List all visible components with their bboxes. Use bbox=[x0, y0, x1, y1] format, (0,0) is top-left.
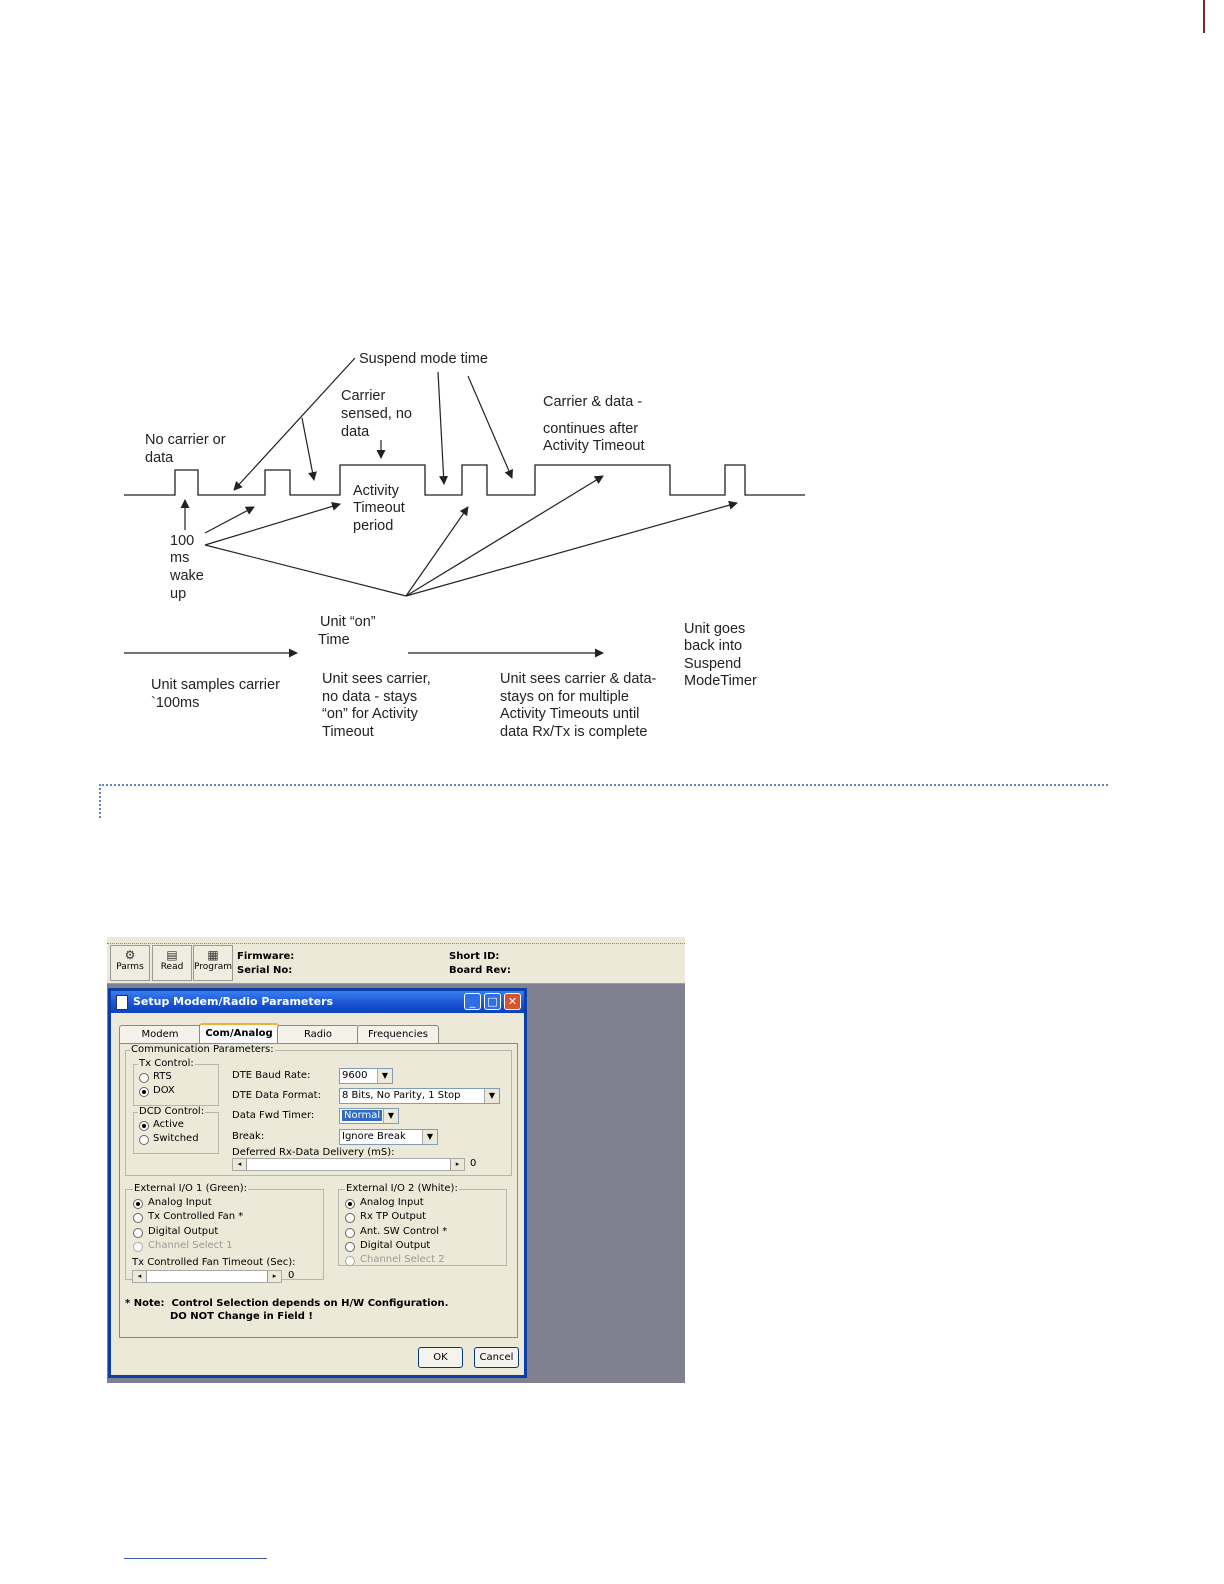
label-samples-2: `100ms bbox=[151, 695, 200, 711]
label-wake-4: up bbox=[170, 586, 187, 602]
break-select[interactable] bbox=[339, 1129, 438, 1145]
label-sees-data-3: Activity Timeouts until bbox=[500, 706, 640, 722]
tx-control-label: Tx Control: bbox=[139, 1058, 194, 1069]
dcd-switched-label: Switched bbox=[153, 1133, 199, 1144]
parms-icon: ⚙ bbox=[124, 948, 136, 962]
tx-dox-label: DOX bbox=[153, 1085, 175, 1096]
io2-rx-tp-radio[interactable] bbox=[345, 1213, 355, 1223]
firmware-label: Firmware: bbox=[237, 951, 295, 962]
tab-radio[interactable]: Radio bbox=[277, 1025, 359, 1044]
io2-rx-tp-label: Rx TP Output bbox=[360, 1211, 427, 1222]
read-button[interactable] bbox=[152, 945, 192, 981]
parms-label: Parms bbox=[116, 962, 144, 972]
io2-ant-sw-label: Ant. SW Control * bbox=[360, 1226, 448, 1237]
app-toolbar bbox=[107, 937, 685, 984]
tx-dox-radio[interactable] bbox=[139, 1087, 149, 1097]
dte-baud-rate-label: DTE Baud Rate: bbox=[232, 1070, 311, 1081]
io2-analog-input-radio[interactable] bbox=[345, 1199, 355, 1209]
io2-channel-select-radio bbox=[345, 1256, 355, 1266]
dialog-document-icon bbox=[116, 995, 128, 1010]
io1-digital-output-label: Digital Output bbox=[148, 1226, 219, 1237]
label-carrier-data-2: continues after bbox=[543, 421, 639, 437]
section-separator bbox=[99, 784, 1108, 818]
program-icon: ▦ bbox=[207, 948, 219, 962]
io2-ant-sw-radio[interactable] bbox=[345, 1228, 355, 1238]
label-unit-on-2: Time bbox=[318, 632, 350, 648]
tx-rts-radio[interactable] bbox=[139, 1073, 149, 1083]
timing-diagram bbox=[0, 0, 1224, 770]
note-line-1: * Note: Control Selection depends on H/W Configuration. bbox=[125, 1298, 449, 1309]
label-suspend-mode-time: Suspend mode time bbox=[359, 351, 488, 367]
tx-control-group bbox=[133, 1064, 219, 1106]
label-carrier-data-1: Carrier & data - bbox=[543, 394, 643, 410]
fan-timeout-label: Tx Controlled Fan Timeout (Sec): bbox=[132, 1257, 296, 1268]
label-sees-data-4: data Rx/Tx is complete bbox=[500, 724, 648, 740]
io1-analog-input-label: Analog Input bbox=[148, 1197, 212, 1208]
slider-right-arrow-icon[interactable]: ▸ bbox=[267, 1271, 281, 1282]
deferred-delivery-value: 0 bbox=[470, 1158, 477, 1169]
label-activity-timeout-2: Timeout bbox=[353, 500, 405, 516]
dialog-title: Setup Modem/Radio Parameters bbox=[133, 995, 334, 1008]
ext-io-2-label: External I/O 2 (White): bbox=[346, 1183, 458, 1194]
label-activity-timeout-3: period bbox=[353, 518, 394, 534]
ok-button[interactable]: OK bbox=[418, 1347, 463, 1368]
io1-tx-fan-radio[interactable] bbox=[133, 1213, 143, 1223]
menu-strip bbox=[107, 937, 685, 944]
slider-left-arrow-icon[interactable]: ◂ bbox=[133, 1271, 147, 1282]
label-carrier-data-3: Activity Timeout bbox=[543, 438, 645, 454]
data-fwd-timer-select[interactable] bbox=[339, 1108, 399, 1124]
label-wake-3: wake bbox=[170, 568, 204, 584]
serial-label: Serial No: bbox=[237, 965, 293, 976]
chevron-down-icon[interactable]: ▼ bbox=[383, 1109, 398, 1123]
waveform-line bbox=[124, 465, 805, 495]
read-icon: ▤ bbox=[166, 948, 178, 962]
cancel-button[interactable]: Cancel bbox=[474, 1347, 519, 1368]
footnote-rule bbox=[124, 1558, 267, 1559]
tx-rts-label: RTS bbox=[153, 1071, 172, 1082]
io2-digital-output-radio[interactable] bbox=[345, 1242, 355, 1252]
tab-modem[interactable]: Modem bbox=[119, 1025, 201, 1044]
label-carrier-sensed-2: sensed, no bbox=[341, 406, 412, 422]
io1-tx-fan-label: Tx Controlled Fan * bbox=[148, 1211, 244, 1222]
tab-com-analog[interactable]: Com/Analog bbox=[199, 1023, 279, 1046]
minimize-icon[interactable]: _ bbox=[464, 993, 481, 1010]
label-sees-carrier-1: Unit sees carrier, bbox=[322, 671, 431, 687]
maximize-icon[interactable]: □ bbox=[484, 993, 501, 1010]
dialog-titlebar[interactable] bbox=[111, 991, 524, 1013]
short-id-label: Short ID: bbox=[449, 951, 500, 962]
io1-channel-select-radio bbox=[133, 1242, 143, 1252]
io2-channel-select-label: Channel Select 2 bbox=[360, 1254, 445, 1265]
dcd-active-label: Active bbox=[153, 1119, 184, 1130]
label-unit-on-1: Unit “on” bbox=[320, 614, 376, 630]
label-sees-data-2: stays on for multiple bbox=[500, 689, 629, 705]
dte-data-format-value: 8 Bits, No Parity, 1 Stop bbox=[342, 1090, 461, 1101]
label-no-carrier-2: data bbox=[145, 450, 174, 466]
note-line-2: DO NOT Change in Field ! bbox=[170, 1311, 313, 1322]
io1-analog-input-radio[interactable] bbox=[133, 1199, 143, 1209]
dte-baud-rate-value: 9600 bbox=[342, 1070, 368, 1081]
com-analog-panel bbox=[119, 1043, 518, 1338]
slider-left-arrow-icon[interactable]: ◂ bbox=[233, 1159, 247, 1170]
label-sees-carrier-3: “on” for Activity bbox=[322, 706, 418, 722]
label-carrier-sensed-3: data bbox=[341, 424, 370, 440]
setup-dialog bbox=[108, 988, 527, 1378]
close-icon[interactable]: ✕ bbox=[504, 993, 521, 1010]
chevron-down-icon[interactable]: ▼ bbox=[484, 1089, 499, 1103]
slider-right-arrow-icon[interactable]: ▸ bbox=[450, 1159, 464, 1170]
io1-channel-select-label: Channel Select 1 bbox=[148, 1240, 233, 1251]
label-unit-goes-3: Suspend bbox=[684, 656, 742, 672]
label-no-carrier-1: No carrier or bbox=[145, 432, 226, 448]
ext-io-1-label: External I/O 1 (Green): bbox=[134, 1183, 248, 1194]
data-fwd-timer-value: Normal bbox=[344, 1110, 381, 1121]
chevron-down-icon[interactable]: ▼ bbox=[377, 1069, 392, 1083]
io1-digital-output-radio[interactable] bbox=[133, 1228, 143, 1238]
dcd-active-radio[interactable] bbox=[139, 1121, 149, 1131]
label-unit-goes-2: back into bbox=[684, 638, 743, 654]
label-sees-carrier-2: no data - stays bbox=[322, 689, 418, 705]
label-unit-goes-1: Unit goes bbox=[684, 621, 746, 637]
dte-data-format-label: DTE Data Format: bbox=[232, 1090, 321, 1101]
io2-digital-output-label: Digital Output bbox=[360, 1240, 431, 1251]
break-value: Ignore Break bbox=[342, 1131, 406, 1142]
label-carrier-sensed-1: Carrier bbox=[341, 388, 386, 404]
label-samples-1: Unit samples carrier bbox=[151, 677, 280, 693]
parms-button[interactable] bbox=[110, 945, 150, 981]
read-label: Read bbox=[160, 962, 184, 972]
dcd-control-label: DCD Control: bbox=[139, 1106, 205, 1117]
dte-baud-rate-select[interactable] bbox=[339, 1068, 393, 1084]
fan-timeout-value: 0 bbox=[288, 1270, 295, 1281]
tab-frequencies[interactable]: Frequencies bbox=[357, 1025, 439, 1044]
deferred-delivery-slider[interactable] bbox=[232, 1158, 465, 1171]
break-label: Break: bbox=[232, 1131, 265, 1142]
dte-data-format-select[interactable] bbox=[339, 1088, 500, 1104]
label-unit-goes-4: ModeTimer bbox=[684, 673, 757, 689]
deferred-delivery-label: Deferred Rx-Data Delivery (mS): bbox=[232, 1147, 395, 1158]
label-wake-2: ms bbox=[170, 550, 190, 566]
program-button[interactable] bbox=[193, 945, 233, 981]
app-screenshot bbox=[107, 937, 685, 1383]
io2-analog-input-label: Analog Input bbox=[360, 1197, 424, 1208]
label-activity-timeout-1: Activity bbox=[353, 483, 399, 499]
program-label: Program bbox=[194, 962, 232, 972]
dcd-switched-radio[interactable] bbox=[139, 1135, 149, 1145]
data-fwd-timer-label: Data Fwd Timer: bbox=[232, 1110, 315, 1121]
board-rev-label: Board Rev: bbox=[449, 965, 511, 976]
fan-timeout-slider[interactable] bbox=[132, 1270, 282, 1283]
label-sees-data-1: Unit sees carrier & data- bbox=[500, 671, 657, 687]
comm-params-label: Communication Parameters: bbox=[131, 1044, 274, 1055]
label-wake-1: 100 bbox=[170, 533, 195, 549]
chevron-down-icon[interactable]: ▼ bbox=[422, 1130, 437, 1144]
activity-arrows-hub bbox=[406, 476, 737, 596]
label-sees-carrier-4: Timeout bbox=[322, 724, 374, 740]
